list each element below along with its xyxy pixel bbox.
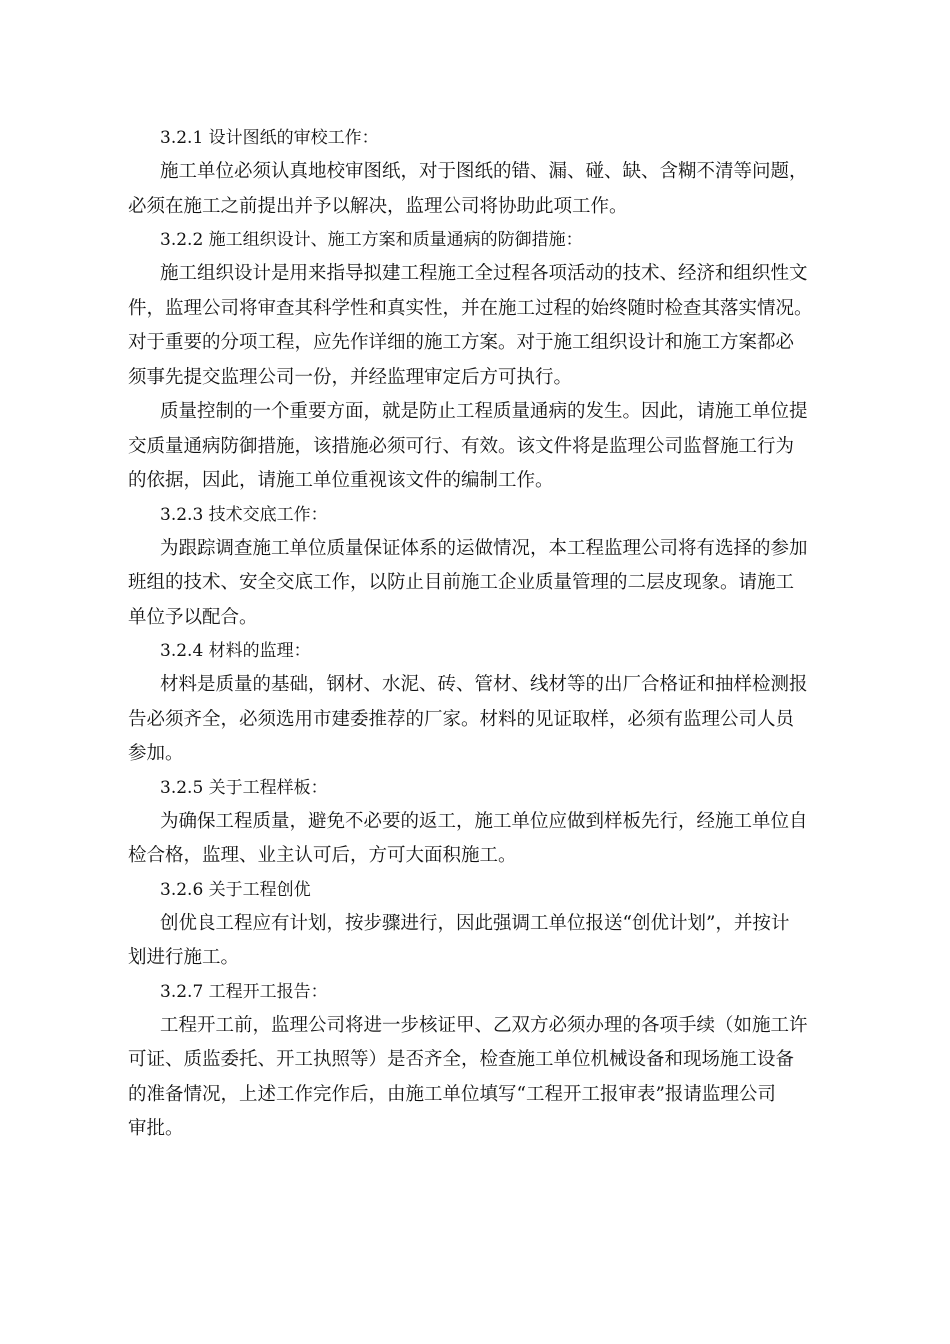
paragraph-line: 可证、质监委托、开工执照等）是否齐全，检查施工单位机械设备和现场施工设备 [128,1049,795,1070]
section-heading: 3.2.3 技术交底工作： [160,504,328,525]
section-heading: 3.2.4 材料的监理： [160,641,311,661]
paragraph-line: 材料是质量的基础，钢材、水泥、砖、管材、线材等的出厂合格证和抽样检测报 [160,674,808,695]
paragraph-line: 须事先提交监理公司一份，并经监理审定后方可执行。 [128,366,573,388]
paragraph-line: 单位予以配合。 [128,606,258,628]
paragraph-line: 质量控制的一个重要方面，就是防止工程质量通病的发生。因此，请施工单位提 [160,401,808,422]
paragraph-line: 对于重要的分项工程，应先作详细的施工方案。对于施工组织设计和施工方案都必 [128,332,795,353]
section-heading: 3.2.5 关于工程样板： [160,777,328,798]
paragraph-line: 班组的技术、安全交底工作，以防止目前施工企业质量管理的二层皮现象。请施工 [128,572,795,593]
section-heading: 3.2.7 工程开工报告： [160,981,328,1002]
section [128,635,832,772]
paragraph-line: 的依据，因此，请施工单位重视该文件的编制工作。 [128,470,554,491]
paragraph-line: 件，监理公司将审查其科学性和真实性，并在施工过程的始终随时检查其落实情况。 [128,297,813,319]
paragraph-line: 检合格，监理、业主认可后，方可大面积施工。 [128,845,517,866]
section [128,224,832,499]
paragraph-line: 施工组织设计是用来指导拟建工程施工全过程各项活动的技术、经济和组织性文 [160,263,808,284]
section-heading: 3.2.1 设计图纸的审校工作： [160,128,379,148]
paragraph-line: 工程开工前，监理公司将进一步核证甲、乙双方必须办理的各项手续（如施工许 [160,1014,808,1036]
section-heading: 3.2.6 关于工程创优 [160,879,311,900]
paragraph-line: 施工单位必须认真地校审图纸，对于图纸的错、漏、碰、缺、含糊不清等问题， [160,161,808,182]
section-heading: 3.2.2 施工组织设计、施工方案和质量通病的防御措施： [160,230,583,250]
paragraph [128,805,832,874]
section [128,499,832,636]
paragraph-line: 的准备情况，上述工作完作后，由施工单位填写“工程开工报审表”报请监理公司 [128,1083,776,1105]
paragraph-line: 审批。 [128,1118,184,1139]
paragraph [128,907,832,976]
document-body [128,122,832,1147]
paragraph [128,1009,832,1147]
paragraph [128,257,832,395]
paragraph-line: 创优良工程应有计划，按步骤进行，因此强调工单位报送“创优计划”，并按计 [160,912,790,934]
paragraph [128,155,832,224]
paragraph-line: 必须在施工之前提出并予以解决，监理公司将协助此项工作。 [128,195,628,217]
paragraph-line: 交质量通病防御措施，该措施必须可行、有效。该文件将是监理公司监督施工行为 [128,435,795,457]
paragraph-line: 告必须齐全，必须选用市建委推荐的厂家。材料的见证取样，必须有监理公司人员 [128,708,795,730]
paragraph-line: 参加。 [128,743,184,764]
section [128,874,832,976]
paragraph-line: 为确保工程质量，避免不必要的返工，施工单位应做到样板先行，经施工单位自 [160,810,808,832]
paragraph-line: 划进行施工。 [128,947,240,968]
section [128,772,832,874]
paragraph [128,532,832,636]
section [128,976,832,1147]
paragraph [128,668,832,772]
paragraph-line: 为跟踪调查施工单位质量保证体系的运做情况，本工程监理公司将有选择的参加 [160,537,808,559]
paragraph [128,395,832,499]
section [128,122,832,224]
